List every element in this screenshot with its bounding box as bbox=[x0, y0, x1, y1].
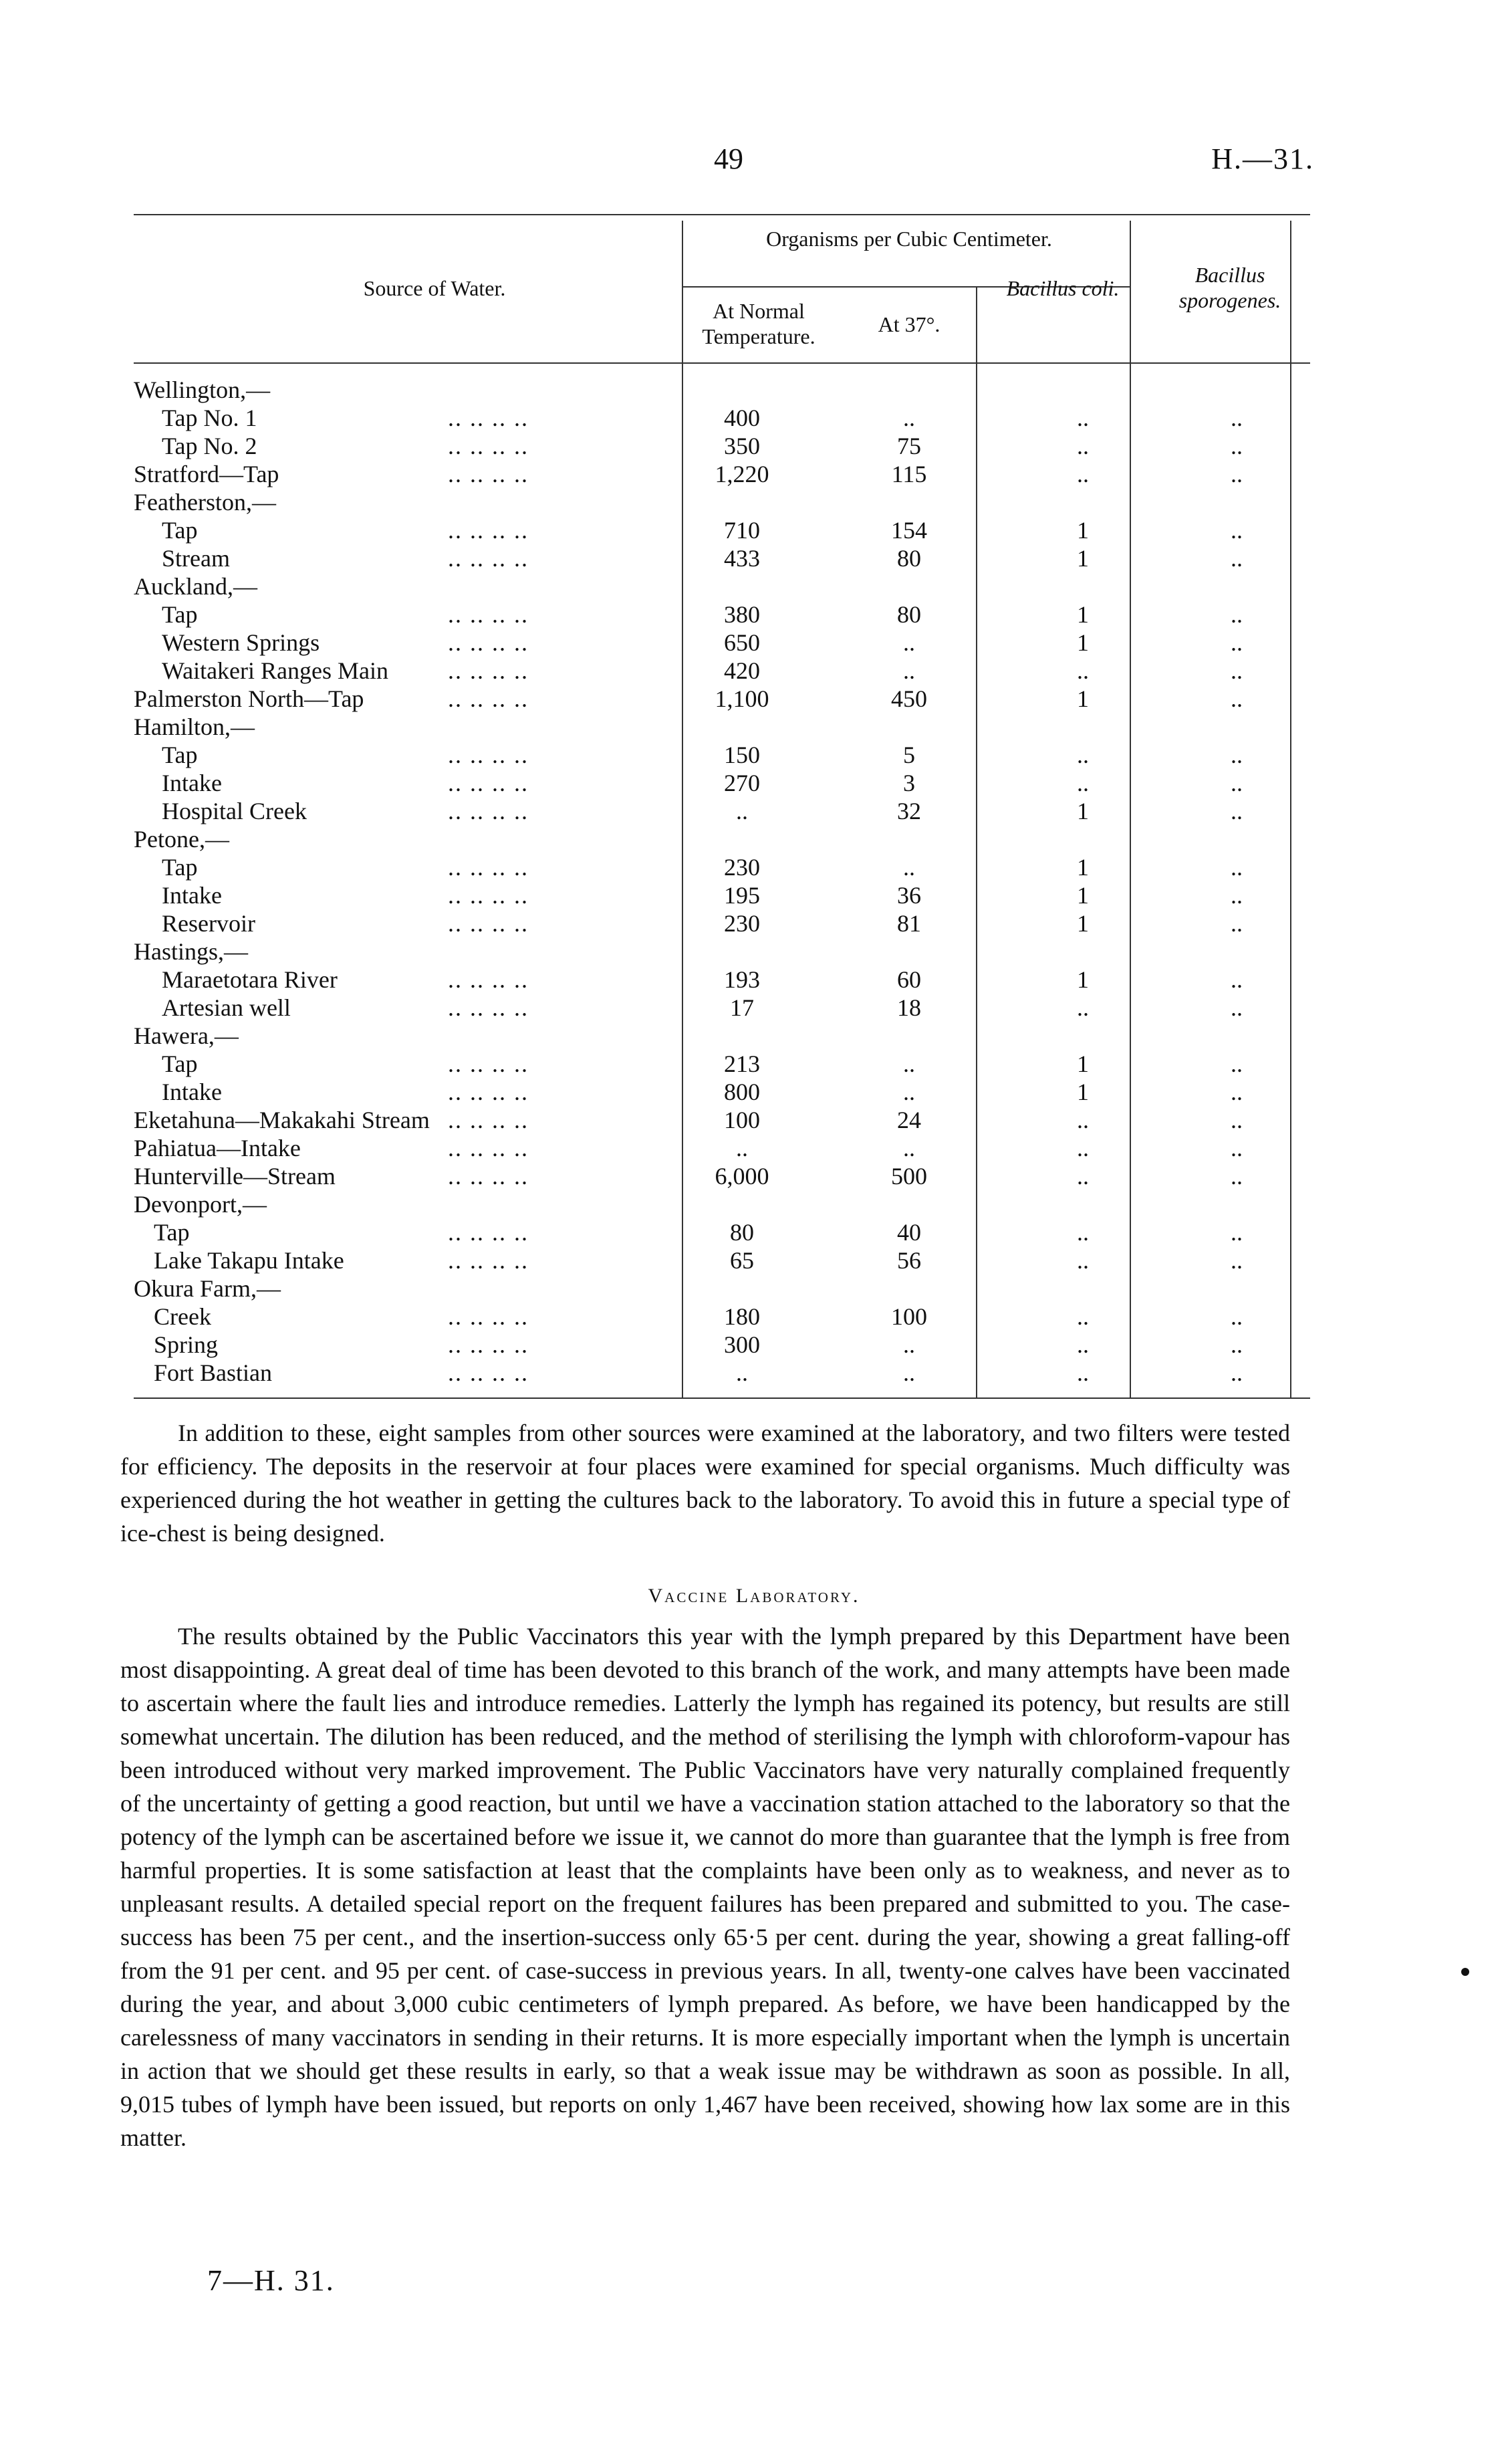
cell-bacillus-coli: .. bbox=[1077, 461, 1089, 487]
cell-bacillus-coli: .. bbox=[1077, 1303, 1089, 1330]
header-source-of-water: Source of Water. bbox=[363, 276, 506, 300]
cell-bacillus-sporogenes: .. bbox=[1231, 1247, 1243, 1274]
table-row bbox=[134, 1162, 1310, 1190]
table-row bbox=[134, 1106, 1310, 1134]
row-source-name: Tap No. 2 bbox=[162, 433, 257, 459]
dot-leader: .. .. .. .. bbox=[448, 685, 529, 712]
cell-bacillus-sporogenes: .. bbox=[1231, 685, 1243, 712]
cell-normal-temperature: .. bbox=[736, 1135, 748, 1161]
cell-normal-temperature: 380 bbox=[724, 601, 760, 628]
row-source-name: Tap bbox=[162, 742, 198, 768]
table-bottom-rule bbox=[134, 1397, 1310, 1399]
paragraph-samples-text: In addition to these, eight samples from other sources were examined at the laboratory, and two filters were tested for efficiency. The deposits in the reservoir at four places were examined for special organisms. Much difficulty was experienced during the hot weather in getting the cultures back to the laboratory. To avoid this in future a special type of ice-chest is being designed. bbox=[120, 1420, 1290, 1547]
cell-bacillus-sporogenes: .. bbox=[1231, 1303, 1243, 1330]
row-source-name: Western Springs bbox=[162, 629, 320, 656]
cell-at-37: .. bbox=[903, 1050, 915, 1077]
row-source-name: Auckland,— bbox=[134, 573, 257, 600]
table-row bbox=[134, 741, 1310, 769]
dot-leader: .. .. .. .. bbox=[448, 517, 529, 544]
table-row bbox=[134, 629, 1310, 657]
section-heading-vaccine-laboratory: Vaccine Laboratory. bbox=[648, 1585, 860, 1607]
table-row bbox=[134, 685, 1310, 713]
row-source-name: Fort Bastian bbox=[154, 1359, 272, 1386]
row-source-name: Tap bbox=[162, 601, 198, 628]
footer-reference: 7—H. 31. bbox=[207, 2264, 335, 2297]
margin-dot bbox=[1461, 1968, 1469, 1976]
cell-bacillus-sporogenes: .. bbox=[1231, 1135, 1243, 1161]
cell-bacillus-sporogenes: .. bbox=[1231, 517, 1243, 544]
dot-leader: .. .. .. .. bbox=[448, 461, 529, 487]
cell-normal-temperature: 6,000 bbox=[715, 1163, 769, 1190]
cell-at-37: 24 bbox=[897, 1107, 921, 1133]
cell-normal-temperature: 17 bbox=[730, 994, 754, 1021]
row-source-name: Stream bbox=[162, 545, 230, 572]
table-row bbox=[134, 1190, 1310, 1218]
cell-bacillus-sporogenes: .. bbox=[1231, 545, 1243, 572]
cell-at-37: 80 bbox=[897, 601, 921, 628]
cell-bacillus-sporogenes: .. bbox=[1231, 1219, 1243, 1246]
row-source-name: Tap bbox=[162, 1050, 198, 1077]
row-source-name: Intake bbox=[162, 882, 222, 909]
row-source-name: Tap bbox=[162, 854, 198, 881]
cell-normal-temperature: 1,100 bbox=[715, 685, 769, 712]
cell-bacillus-coli: 1 bbox=[1077, 629, 1089, 656]
table-row bbox=[134, 937, 1310, 966]
table-row bbox=[134, 909, 1310, 937]
row-source-name: Wellington,— bbox=[134, 376, 271, 403]
table-row bbox=[134, 1246, 1310, 1274]
cell-at-37: .. bbox=[903, 1135, 915, 1161]
cell-at-37: 81 bbox=[897, 910, 921, 937]
cell-bacillus-coli: .. bbox=[1077, 994, 1089, 1021]
cell-bacillus-sporogenes: .. bbox=[1231, 405, 1243, 431]
cell-bacillus-coli: 1 bbox=[1077, 601, 1089, 628]
row-source-name: Palmerston North—Tap bbox=[134, 685, 364, 712]
cell-normal-temperature: 800 bbox=[724, 1079, 760, 1105]
row-source-name: Hospital Creek bbox=[162, 798, 307, 824]
row-source-name: Maraetotara River bbox=[162, 966, 338, 993]
cell-bacillus-coli: 1 bbox=[1077, 798, 1089, 824]
row-source-name: Hunterville—Stream bbox=[134, 1163, 336, 1190]
table-row bbox=[134, 1359, 1310, 1387]
header-organisms: Organisms per Cubic Centimeter. bbox=[766, 227, 1052, 251]
cell-at-37: .. bbox=[903, 1359, 915, 1386]
cell-at-37: 60 bbox=[897, 966, 921, 993]
row-source-name: Tap No. 1 bbox=[162, 405, 257, 431]
table-row bbox=[134, 1218, 1310, 1246]
table-row bbox=[134, 460, 1310, 488]
table-row bbox=[134, 516, 1310, 544]
cell-bacillus-sporogenes: .. bbox=[1231, 1163, 1243, 1190]
cell-normal-temperature: 230 bbox=[724, 854, 760, 881]
cell-at-37: .. bbox=[903, 657, 915, 684]
cell-bacillus-coli: .. bbox=[1077, 1359, 1089, 1386]
dot-leader: .. .. .. .. bbox=[448, 1050, 529, 1077]
dot-leader: .. .. .. .. bbox=[448, 854, 529, 881]
cell-at-37: .. bbox=[903, 1079, 915, 1105]
table-row bbox=[134, 488, 1310, 516]
table-row bbox=[134, 825, 1310, 853]
cell-normal-temperature: 230 bbox=[724, 910, 760, 937]
table-row bbox=[134, 404, 1310, 432]
cell-bacillus-coli: 1 bbox=[1077, 545, 1089, 572]
table-row bbox=[134, 600, 1310, 629]
cell-at-37: 80 bbox=[897, 545, 921, 572]
cell-bacillus-coli: .. bbox=[1077, 742, 1089, 768]
row-source-name: Artesian well bbox=[162, 994, 291, 1021]
cell-bacillus-coli: 1 bbox=[1077, 685, 1089, 712]
cell-normal-temperature: 710 bbox=[724, 517, 760, 544]
row-source-name: Waitakeri Ranges Main bbox=[162, 657, 388, 684]
cell-bacillus-sporogenes: .. bbox=[1231, 798, 1243, 824]
cell-at-37: 154 bbox=[891, 517, 927, 544]
dot-leader: .. .. .. .. bbox=[448, 1163, 529, 1190]
row-source-name: Hastings,— bbox=[134, 938, 248, 965]
cell-bacillus-coli: 1 bbox=[1077, 517, 1089, 544]
table-row bbox=[134, 881, 1310, 909]
cell-bacillus-sporogenes: .. bbox=[1231, 966, 1243, 993]
cell-normal-temperature: 1,220 bbox=[715, 461, 769, 487]
cell-at-37: 100 bbox=[891, 1303, 927, 1330]
table-row bbox=[134, 1303, 1310, 1331]
dot-leader: .. .. .. .. bbox=[448, 770, 529, 796]
table-row bbox=[134, 1078, 1310, 1106]
row-source-name: Spring bbox=[154, 1331, 219, 1358]
cell-bacillus-sporogenes: .. bbox=[1231, 1359, 1243, 1386]
dot-leader: .. .. .. .. bbox=[448, 966, 529, 993]
cell-bacillus-sporogenes: .. bbox=[1231, 882, 1243, 909]
cell-at-37: .. bbox=[903, 1331, 915, 1358]
cell-at-37: 450 bbox=[891, 685, 927, 712]
cell-bacillus-coli: .. bbox=[1077, 657, 1089, 684]
cell-bacillus-sporogenes: .. bbox=[1231, 1331, 1243, 1358]
cell-normal-temperature: 650 bbox=[724, 629, 760, 656]
cell-normal-temperature: 193 bbox=[724, 966, 760, 993]
cell-normal-temperature: 300 bbox=[724, 1331, 760, 1358]
cell-bacillus-coli: .. bbox=[1077, 1247, 1089, 1274]
cell-bacillus-coli: 1 bbox=[1077, 1050, 1089, 1077]
table-row bbox=[134, 853, 1310, 881]
table-row bbox=[134, 994, 1310, 1022]
cell-bacillus-sporogenes: .. bbox=[1231, 994, 1243, 1021]
cell-normal-temperature: 400 bbox=[724, 405, 760, 431]
row-source-name: Tap bbox=[154, 1219, 190, 1246]
dot-leader: .. .. .. .. bbox=[448, 1107, 529, 1133]
row-source-name: Featherston,— bbox=[134, 489, 276, 516]
dot-leader: .. .. .. .. bbox=[448, 1079, 529, 1105]
cell-at-37: 3 bbox=[903, 770, 915, 796]
cell-bacillus-sporogenes: .. bbox=[1231, 1107, 1243, 1133]
table-row bbox=[134, 713, 1310, 741]
cell-at-37: 32 bbox=[897, 798, 921, 824]
cell-normal-temperature: 213 bbox=[724, 1050, 760, 1077]
table-row bbox=[134, 1050, 1310, 1078]
cell-normal-temperature: 150 bbox=[724, 742, 760, 768]
dot-leader: .. .. .. .. bbox=[448, 798, 529, 824]
row-source-name: Intake bbox=[162, 770, 222, 796]
cell-bacillus-coli: .. bbox=[1077, 405, 1089, 431]
cell-bacillus-sporogenes: .. bbox=[1231, 854, 1243, 881]
dot-leader: .. .. .. .. bbox=[448, 1303, 529, 1330]
cell-at-37: 18 bbox=[897, 994, 921, 1021]
row-source-name: Reservoir bbox=[162, 910, 255, 937]
table-row bbox=[134, 966, 1310, 994]
table-row bbox=[134, 572, 1310, 600]
dot-leader: .. .. .. .. bbox=[448, 1359, 529, 1386]
table-row bbox=[134, 1022, 1310, 1050]
cell-at-37: 56 bbox=[897, 1247, 921, 1274]
cell-normal-temperature: 433 bbox=[724, 545, 760, 572]
table-row bbox=[134, 376, 1310, 404]
row-source-name: Eketahuna—Makakahi Stream bbox=[134, 1107, 430, 1133]
cell-at-37: .. bbox=[903, 629, 915, 656]
cell-bacillus-coli: .. bbox=[1077, 433, 1089, 459]
cell-bacillus-coli: .. bbox=[1077, 1107, 1089, 1133]
row-source-name: Intake bbox=[162, 1079, 222, 1105]
row-source-name: Pahiatua—Intake bbox=[134, 1135, 301, 1161]
cell-bacillus-sporogenes: .. bbox=[1231, 910, 1243, 937]
header-bacillus-coli: Bacillus coli. bbox=[1006, 276, 1120, 300]
row-source-name: Creek bbox=[154, 1303, 211, 1330]
table-row bbox=[134, 797, 1310, 825]
cell-bacillus-coli: 1 bbox=[1077, 966, 1089, 993]
table-header-rule bbox=[134, 362, 1310, 364]
dot-leader: .. .. .. .. bbox=[448, 657, 529, 684]
cell-normal-temperature: 180 bbox=[724, 1303, 760, 1330]
row-source-name: Okura Farm,— bbox=[134, 1275, 281, 1302]
cell-normal-temperature: 270 bbox=[724, 770, 760, 796]
cell-bacillus-coli: .. bbox=[1077, 770, 1089, 796]
cell-bacillus-sporogenes: .. bbox=[1231, 742, 1243, 768]
dot-leader: .. .. .. .. bbox=[448, 629, 529, 656]
dot-leader: .. .. .. .. bbox=[448, 882, 529, 909]
row-source-name: Petone,— bbox=[134, 826, 229, 853]
cell-bacillus-coli: .. bbox=[1077, 1331, 1089, 1358]
dot-leader: .. .. .. .. bbox=[448, 1135, 529, 1161]
dot-leader: .. .. .. .. bbox=[448, 601, 529, 628]
table-top-rule bbox=[134, 214, 1310, 215]
cell-bacillus-sporogenes: .. bbox=[1231, 770, 1243, 796]
cell-normal-temperature: 195 bbox=[724, 882, 760, 909]
cell-normal-temperature: 350 bbox=[724, 433, 760, 459]
cell-normal-temperature: 80 bbox=[730, 1219, 754, 1246]
row-source-name: Devonport,— bbox=[134, 1191, 267, 1218]
dot-leader: .. .. .. .. bbox=[448, 545, 529, 572]
paragraph-vaccine bbox=[120, 1619, 1290, 2154]
cell-normal-temperature: 100 bbox=[724, 1107, 760, 1133]
cell-bacillus-coli: 1 bbox=[1077, 1079, 1089, 1105]
row-source-name: Hawera,— bbox=[134, 1022, 239, 1049]
cell-at-37: 36 bbox=[897, 882, 921, 909]
dot-leader: .. .. .. .. bbox=[448, 1219, 529, 1246]
cell-at-37: 75 bbox=[897, 433, 921, 459]
cell-bacillus-coli: 1 bbox=[1077, 854, 1089, 881]
table-row bbox=[134, 432, 1310, 460]
table-row bbox=[134, 769, 1310, 797]
cell-bacillus-sporogenes: .. bbox=[1231, 657, 1243, 684]
row-source-name: Hamilton,— bbox=[134, 713, 255, 740]
table-row bbox=[134, 544, 1310, 572]
cell-normal-temperature: .. bbox=[736, 1359, 748, 1386]
cell-bacillus-coli: 1 bbox=[1077, 882, 1089, 909]
row-source-name: Tap bbox=[162, 517, 198, 544]
cell-normal-temperature: .. bbox=[736, 798, 748, 824]
document-reference: H.—31. bbox=[1211, 142, 1314, 175]
table-row bbox=[134, 1331, 1310, 1359]
dot-leader: .. .. .. .. bbox=[448, 405, 529, 431]
cell-bacillus-coli: .. bbox=[1077, 1135, 1089, 1161]
cell-at-37: 500 bbox=[891, 1163, 927, 1190]
cell-bacillus-sporogenes: .. bbox=[1231, 433, 1243, 459]
cell-at-37: .. bbox=[903, 854, 915, 881]
paragraph-samples bbox=[120, 1416, 1290, 1550]
cell-normal-temperature: 420 bbox=[724, 657, 760, 684]
paragraph-vaccine-text: The results obtained by the Public Vaccinators this year with the lymph prepared by this Department have been most disappointing. A great deal of time has been devoted to this branch of the work, and many attempts have been made to ascertain where the fault lies and introduce remedies. Latterly the lymph has regained its potency, but results are still somewhat uncertain. The dilution has been reduced, and the method of sterilising the lymph with chloroform-vapour has been introduced without very marked improvement. The Public Vaccinators have very naturally complained frequently of the uncertainty of getting a good reaction, but until we have a vaccination station attached to the laboratory so that the potency of the lymph can be ascertained before we issue it, we cannot do more than guarantee that the lymph is free from harmful properties. It is some satisfaction at least that the complaints have been only as to weakness, and never as to unpleasant results. A detailed special report on the frequent failures has been prepared and submitted to you. The case-success has been 75 per cent., and the insertion-success only 65·5 per cent. during the year, showing a great falling-off from the 91 per cent. and 95 per cent. of case-success in previous years. In all, twenty-one calves have been vaccinated during the year, and about 3,000 cubic centimeters of lymph prepared. As before, we have been handicapped by the carelessness of many vaccinators in sending in their returns. It is more especially important when the lymph is uncertain in action that we should get these results in early, so that a weak issue may be withdrawn as soon as possible. In all, 9,015 tubes of lymph have been issued, but reports on only 1,467 have been received, showing how lax some are in this matter. bbox=[120, 1623, 1290, 2151]
table-row bbox=[134, 1274, 1310, 1303]
table-row bbox=[134, 1134, 1310, 1162]
cell-at-37: 115 bbox=[891, 461, 927, 487]
dot-leader: .. .. .. .. bbox=[448, 742, 529, 768]
row-source-name: Lake Takapu Intake bbox=[154, 1247, 344, 1274]
cell-at-37: .. bbox=[903, 405, 915, 431]
cell-normal-temperature: 65 bbox=[730, 1247, 754, 1274]
cell-bacillus-sporogenes: .. bbox=[1231, 629, 1243, 656]
page-number: 49 bbox=[714, 142, 743, 175]
dot-leader: .. .. .. .. bbox=[448, 910, 529, 937]
table-row bbox=[134, 657, 1310, 685]
cell-bacillus-sporogenes: .. bbox=[1231, 601, 1243, 628]
row-source-name: Stratford—Tap bbox=[134, 461, 279, 487]
cell-bacillus-coli: .. bbox=[1077, 1163, 1089, 1190]
cell-bacillus-sporogenes: .. bbox=[1231, 1050, 1243, 1077]
cell-at-37: 40 bbox=[897, 1219, 921, 1246]
cell-bacillus-coli: 1 bbox=[1077, 910, 1089, 937]
dot-leader: .. .. .. .. bbox=[448, 1331, 529, 1358]
cell-bacillus-sporogenes: .. bbox=[1231, 1079, 1243, 1105]
dot-leader: .. .. .. .. bbox=[448, 1247, 529, 1274]
cell-bacillus-sporogenes: .. bbox=[1231, 461, 1243, 487]
header-at-37: At 37°. bbox=[878, 312, 940, 336]
header-normal-temperature: At Normal Temperature. bbox=[702, 299, 815, 348]
header-bacillus-sporogenes: Bacillus sporogenes. bbox=[1178, 263, 1281, 312]
cell-bacillus-coli: .. bbox=[1077, 1219, 1089, 1246]
dot-leader: .. .. .. .. bbox=[448, 433, 529, 459]
cell-at-37: 5 bbox=[903, 742, 915, 768]
dot-leader: .. .. .. .. bbox=[448, 994, 529, 1021]
